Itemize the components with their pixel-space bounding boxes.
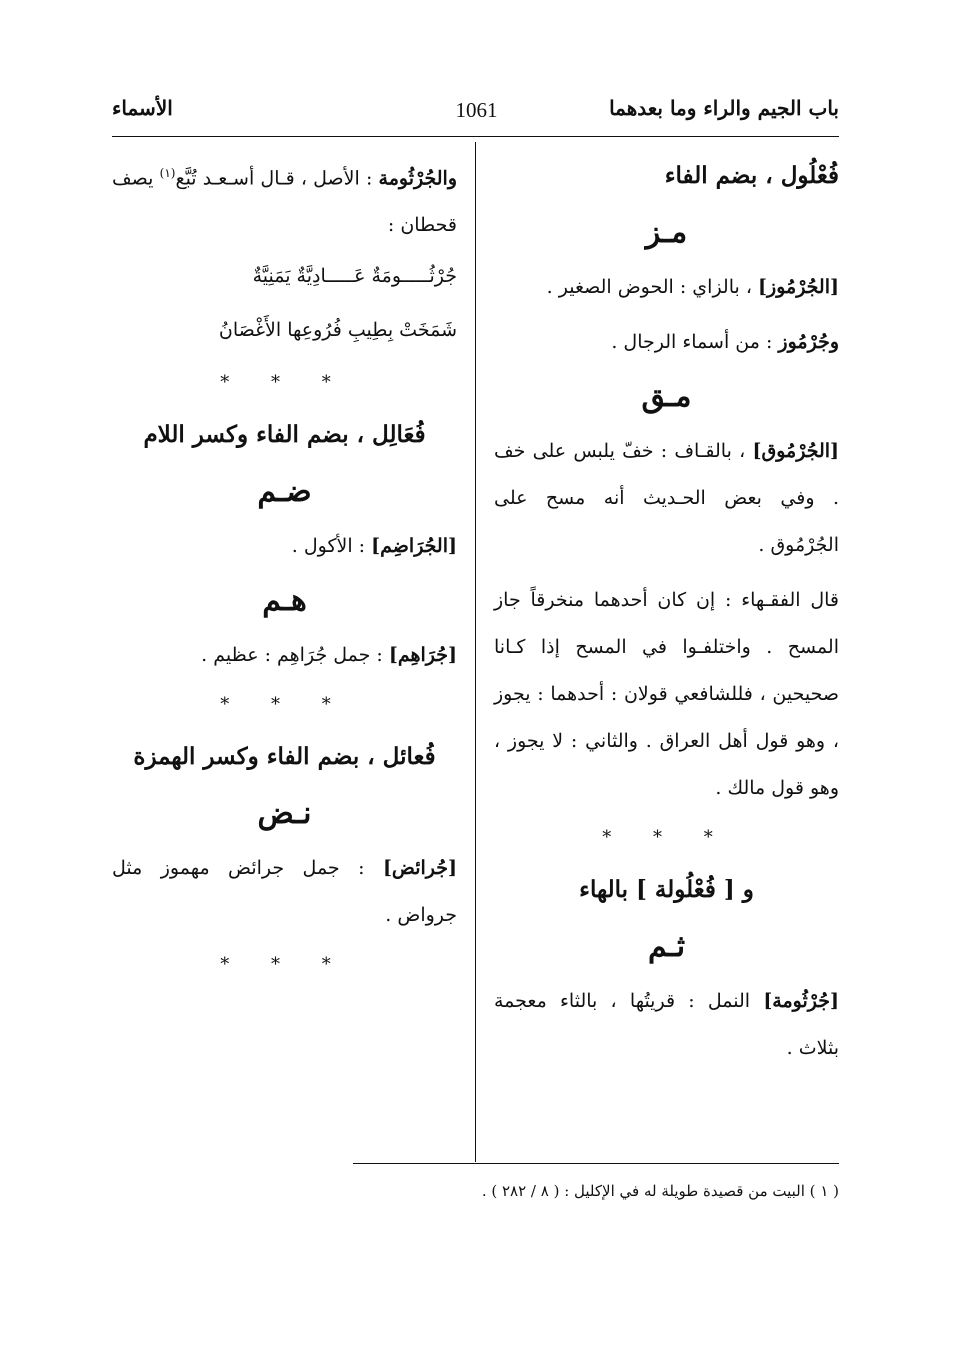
running-header-chapter: باب الجيم والراء وما بعدهما xyxy=(609,96,839,120)
entry-text: : الأصل ، قـال أسـعـد تُبَّع xyxy=(175,167,373,190)
entry xyxy=(112,523,457,570)
separator-stars: * * * xyxy=(220,694,349,716)
page-number: 1061 xyxy=(455,98,498,122)
entry-lemma: [الجُرَاضِم] xyxy=(371,535,457,558)
entry xyxy=(494,264,839,311)
entry xyxy=(494,319,839,366)
entry xyxy=(112,632,457,679)
root-heading: مـز xyxy=(645,215,688,250)
entry-lemma: [جُرائض] xyxy=(382,857,457,880)
running-header-section: الأسماء xyxy=(112,96,173,120)
entry-text: ، بالزاي : الحوض الصغير . xyxy=(546,276,752,298)
entry-lemma: والجُرْثُومة xyxy=(378,167,458,190)
root-heading: نـض xyxy=(257,796,312,832)
separator-stars: * * * xyxy=(602,827,731,848)
pattern-heading xyxy=(494,864,839,916)
footnote-rule xyxy=(353,1163,839,1164)
root-heading: ضـم xyxy=(257,474,312,510)
pattern-suffix: بالهاء xyxy=(579,876,628,903)
verse-hemistich-1: جُرْثُـــــومَةٌ عَـــــادِيَّةٌ يَمَنِيَّةٌ xyxy=(252,265,457,288)
header-rule xyxy=(112,136,839,137)
entry-lemma: [الجُرْمُوز] xyxy=(758,276,839,298)
entry xyxy=(112,150,457,249)
entry-text: يصف قحطان : xyxy=(112,167,457,237)
pattern-heading: فُعَالِل ، بضم الفاء وكسر اللام xyxy=(143,421,426,449)
entry-lemma: وجُرْمُوز xyxy=(778,331,839,353)
entry-text: النمل : قريتُها ، بالثاء معجمة بثلاث . xyxy=(494,990,839,1059)
left-column xyxy=(112,150,457,991)
entry-lemma: [الجُرْمُوق] xyxy=(752,440,840,462)
pattern-heading: فُعْلُول ، بضم الفاء xyxy=(664,162,839,189)
separator-stars: * * * xyxy=(220,372,349,394)
verse-hemistich-2: شَمَخَتْ بِطِيبِ فُرُوعِها الأَغْصَانُ xyxy=(218,319,457,342)
footnote: ( ١ ) البيت من قصيدة طويلة له في الإكليل : ( ٨ / ٢٨٢ ) . xyxy=(481,1182,839,1200)
root-heading: هـم xyxy=(262,583,307,619)
right-column xyxy=(494,150,839,1072)
pattern-heading: فُعائل ، بضم الفاء وكسر الهمزة xyxy=(133,743,436,771)
separator-stars: * * * xyxy=(220,954,349,976)
pattern-prefix: و xyxy=(742,876,754,903)
entry-text: : الأكول . xyxy=(291,535,366,558)
entry-lemma: [جُرْثُومة] xyxy=(763,990,839,1012)
footnote-ref: (١) xyxy=(159,166,176,180)
entry xyxy=(494,428,839,569)
pattern-name: [ فُعْلُولة ] xyxy=(636,876,735,903)
entry xyxy=(112,845,457,939)
entry-lemma: [جُرَاهِم] xyxy=(388,644,457,667)
entry-continuation: قال الفقـهاء : إن كان أحدهما منخرقاً جاز المسح . واختلفـوا في المسح إذا كـانا صحيحين ، فللشافعي قولان : أحدهما : يجوز ، وهو قول أهل العراق . والثاني : لا يجوز ، وهو قول مالك . xyxy=(494,589,839,799)
column-divider xyxy=(475,142,476,1162)
entry-text: : من أسماء الرجال . xyxy=(611,331,773,353)
entry-text: : جمل جُرَاهِم : عظيم . xyxy=(201,644,383,667)
entry-text: : جمل جرائض مهموز مثل جرواض . xyxy=(112,857,457,927)
entry xyxy=(494,978,839,1072)
root-heading: مـق xyxy=(641,379,692,414)
entry-text: ، بالقـاف : خفّ يلبس على خف . وفي بعض الحـديث أنه مسح على الجُرْمُوق . xyxy=(494,440,839,556)
root-heading: ثـم xyxy=(647,929,686,964)
